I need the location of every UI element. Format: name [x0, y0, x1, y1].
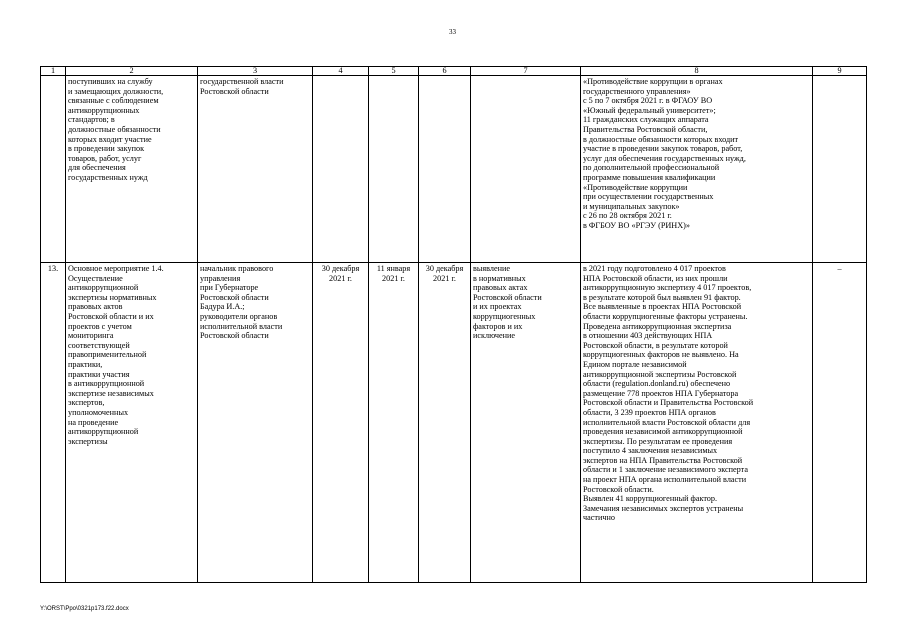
- cell-actual-end: 30 декабря 2021 г.: [419, 263, 471, 583]
- cell-planned-end: [313, 76, 369, 263]
- cell-measure: поступивших на службу и замещающих должности, связанные с соблюдением антикоррупционных стандартов; в должностные обязанности которых входит участие в проведении закупок товаров, работ, услуг для обеспечения государственных нужд: [66, 76, 198, 263]
- cell-expected-result: [471, 76, 581, 263]
- header-cell: 3: [198, 67, 313, 76]
- header-cell: 9: [813, 67, 867, 76]
- header-cell: 2: [66, 67, 198, 76]
- cell-expected-result: выявление в нормативных правовых актах Ростовской области и их проектах коррупциогенных факторов и их исключение: [471, 263, 581, 583]
- cell-actual-start: 11 января 2021 г.: [369, 263, 419, 583]
- cell-number: 13.: [41, 263, 66, 583]
- cell-actual-result: «Противодействие коррупции в органах государственного управления» с 5 по 7 октября 2021 г. в ФГАОУ ВО «Южный федеральный университет»; 11 гражданских служащих аппарата Правительства Ростовской области, в должностные обязанности которых входит участие в проведении закупок товаров, работ, услуг для обеспечения государственных нужд, по дополнительной профессиональной программе повышения квалификации «Противодействие коррупции при осуществлении государственных и муниципальных закупок» с 26 по 28 октября 2021 г. в ФГБОУ ВО «РГЭУ (РИНХ)»: [581, 76, 813, 263]
- cell-problems: –: [813, 263, 867, 583]
- cell-planned-end: 30 декабря 2021 г.: [313, 263, 369, 583]
- header-cell: 4: [313, 67, 369, 76]
- header-row: [41, 67, 867, 76]
- cell-responsible: начальник правового управления при Губернаторе Ростовской области Бадура И.А.; руководители органов исполнительной власти Ростовской области: [198, 263, 313, 583]
- cell-actual-end: [419, 76, 471, 263]
- cell-actual-result: в 2021 году подготовлено 4 017 проектов НПА Ростовской области, из них прошли антикоррупционную экспертизу 4 017 проектов, в результате которой был выявлен 91 фактор. Все выявленные в проектах НПА Ростовской области коррупциогенные факторы устранены. Проведена антикоррупционная экспертиза в отношении 403 действующих НПА Ростовской области, в результате которой коррупциогенных факторов не выявлено. На Едином портале независимой антикоррупционной экспертизы Ростовской области (regulation.donland.ru) обеспечено размещение 778 проектов НПА Губернатора Ростовской области и Правительства Ростовской области, 3 239 проектов НПА органов исполнительной власти Ростовской области для проведения независимой антикоррупционной экспертизы. По результатам ее проведения поступило 4 заключения независимых экспертов на НПА Правительства Ростовской области и 1 заключение независимого эксперта на проект НПА органа исполнительной власти Ростовской области. Выявлен 41 коррупциогенный фактор. Замечания независимых экспертов устранены частично: [581, 263, 813, 583]
- cell-actual-start: [369, 76, 419, 263]
- measures-table: [40, 66, 867, 583]
- cell-responsible: государственной власти Ростовской области: [198, 76, 313, 263]
- table-row: [41, 263, 867, 583]
- cell-problems: [813, 76, 867, 263]
- page-number: 33: [449, 28, 456, 36]
- file-path-footer: Y:\ORST\Ppo\0321p173.f22.docx: [40, 606, 129, 612]
- header-cell: 5: [369, 67, 419, 76]
- header-cell: 8: [581, 67, 813, 76]
- table-row: [41, 76, 867, 263]
- header-cell: 7: [471, 67, 581, 76]
- cell-number: [41, 76, 66, 263]
- header-cell: 1: [41, 67, 66, 76]
- cell-measure: Основное мероприятие 1.4. Осуществление антикоррупционной экспертизы нормативных правовых актов Ростовской области и их проектов с учетом мониторинга соответствующей правоприменительной практики, практики участия в антикоррупционной экспертизе независимых экспертов, уполномоченных на проведение антикоррупционной экспертизы: [66, 263, 198, 583]
- header-cell: 6: [419, 67, 471, 76]
